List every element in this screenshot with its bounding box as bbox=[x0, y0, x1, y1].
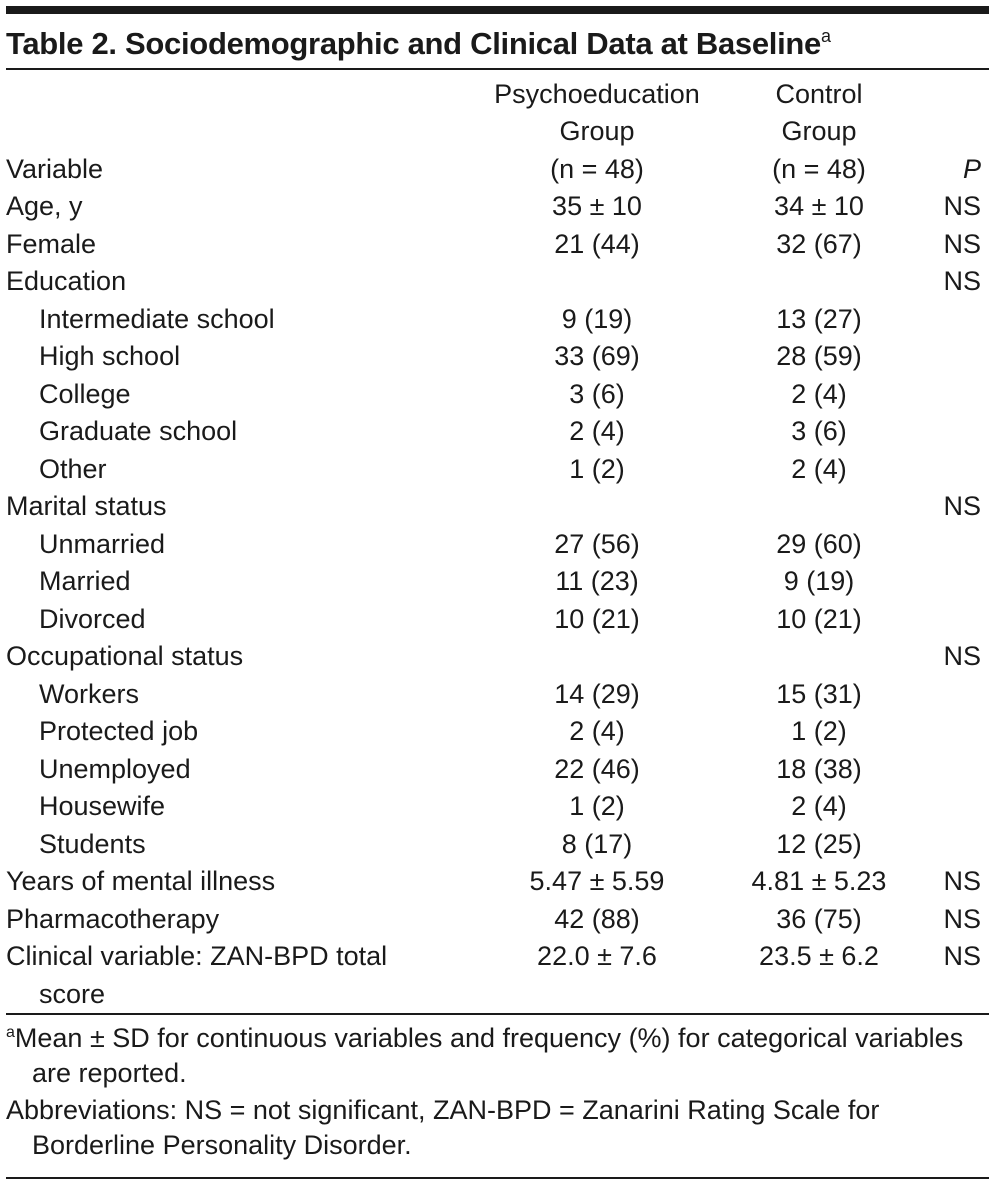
table-bottom-rule bbox=[6, 1013, 989, 1015]
cell-control bbox=[710, 638, 928, 676]
row-label-text: Unemployed bbox=[39, 753, 191, 784]
table-title bbox=[6, 24, 989, 64]
row-label-text: Workers bbox=[39, 678, 140, 709]
row-label-text: Education bbox=[6, 266, 127, 296]
table-row bbox=[6, 788, 989, 826]
cell-psychoeducation bbox=[484, 263, 710, 301]
table-row bbox=[6, 938, 989, 1013]
row-label bbox=[6, 788, 484, 826]
table-row bbox=[6, 376, 989, 414]
cell-p-value: NS bbox=[943, 228, 981, 259]
cell-control: 2 (4) bbox=[791, 791, 847, 821]
row-label-text: Years of mental illness bbox=[6, 866, 276, 896]
table-row bbox=[6, 638, 989, 676]
row-label bbox=[6, 713, 484, 751]
header-variable: Variable bbox=[6, 153, 104, 184]
cell-psychoeducation: 1 (2) bbox=[569, 791, 625, 821]
cell-p-value: NS bbox=[943, 191, 981, 221]
cell-psychoeducation: 3 (6) bbox=[569, 378, 625, 409]
row-label-text: Housewife bbox=[39, 791, 166, 821]
footnote-a-mark: a bbox=[6, 1023, 15, 1041]
table-row bbox=[6, 526, 989, 564]
table-title-text: Table 2. Sociodemographic and Clinical Data at Baseline bbox=[6, 26, 821, 61]
row-label-text: Female bbox=[6, 228, 97, 259]
header-control bbox=[710, 76, 928, 189]
cell-p-value bbox=[928, 713, 989, 751]
cell-control: 28 (59) bbox=[776, 341, 862, 371]
row-label bbox=[6, 638, 484, 676]
row-label-text: Intermediate school bbox=[39, 303, 275, 334]
header-p: P bbox=[962, 153, 981, 184]
cell-psychoeducation: 22.0 ± 7.6 bbox=[537, 941, 657, 971]
row-label bbox=[6, 601, 484, 639]
cell-control: 23.5 ± 6.2 bbox=[759, 941, 879, 971]
cell-control: 2 (4) bbox=[791, 453, 847, 484]
row-label-text: Protected job bbox=[39, 716, 199, 746]
cell-psychoeducation bbox=[484, 638, 710, 676]
title-superscript: a bbox=[821, 26, 831, 46]
table-row bbox=[6, 863, 989, 901]
row-label-text: Clinical variable: ZAN-BPD total bbox=[6, 941, 388, 971]
cell-p-value bbox=[928, 788, 989, 826]
table-row bbox=[6, 751, 989, 789]
table-row bbox=[6, 563, 989, 601]
cell-p-value bbox=[928, 338, 989, 376]
table-row bbox=[6, 413, 989, 451]
cell-control bbox=[710, 488, 928, 526]
row-label bbox=[6, 413, 484, 451]
cell-p-value bbox=[928, 751, 989, 789]
cell-psychoeducation: 1 (2) bbox=[569, 453, 625, 484]
row-label bbox=[6, 901, 484, 939]
row-label bbox=[6, 338, 484, 376]
cell-p-value bbox=[928, 301, 989, 339]
cell-control: 32 (67) bbox=[776, 228, 862, 259]
table-header bbox=[6, 70, 989, 189]
cell-p-value: NS bbox=[943, 641, 981, 671]
row-label bbox=[6, 301, 484, 339]
header-psychoeducation bbox=[484, 76, 710, 189]
cell-psychoeducation: 22 (46) bbox=[554, 753, 640, 784]
cell-psychoeducation: 8 (17) bbox=[561, 828, 633, 859]
row-label bbox=[6, 751, 484, 789]
cell-psychoeducation: 11 (23) bbox=[555, 566, 639, 596]
cell-p-value: NS bbox=[943, 866, 981, 896]
table-row bbox=[6, 601, 989, 639]
row-label-text: Pharmacotherapy bbox=[6, 903, 220, 934]
row-label bbox=[6, 563, 484, 601]
table-row bbox=[6, 713, 989, 751]
cell-p-value: NS bbox=[943, 491, 981, 521]
row-label-text: College bbox=[39, 378, 131, 409]
header-control-line2: Group bbox=[781, 116, 857, 146]
cell-psychoeducation: 33 (69) bbox=[554, 341, 640, 371]
table-row bbox=[6, 338, 989, 376]
table-row bbox=[6, 301, 989, 339]
cell-control: 12 (25) bbox=[776, 828, 862, 859]
cell-psychoeducation: 2 (4) bbox=[569, 716, 625, 746]
table-row bbox=[6, 901, 989, 939]
row-label-text: Divorced bbox=[39, 603, 146, 634]
header-psycho-line1: Psychoeducation bbox=[494, 78, 700, 109]
cell-psychoeducation: 9 (19) bbox=[561, 303, 633, 334]
cell-p-value: NS bbox=[943, 903, 981, 934]
cell-p-value bbox=[928, 826, 989, 864]
header-control-line3: (n = 48) bbox=[772, 153, 866, 184]
cell-psychoeducation: 35 ± 10 bbox=[552, 191, 642, 221]
cell-control: 9 (19) bbox=[783, 566, 855, 596]
row-label-text: Students bbox=[39, 828, 146, 859]
row-label bbox=[6, 863, 484, 901]
footnote-abbreviations: Abbreviations: NS = not significant, ZAN-BPD = Zanarini Rating Scale for Borderline Personality Disorder. bbox=[6, 1094, 880, 1160]
cell-psychoeducation: 27 (56) bbox=[554, 528, 640, 559]
cell-control: 4.81 ± 5.23 bbox=[751, 866, 887, 896]
header-psycho-line2: Group bbox=[559, 116, 635, 146]
table-container bbox=[6, 6, 989, 1179]
cell-control: 34 ± 10 bbox=[774, 191, 864, 221]
cell-control: 15 (31) bbox=[776, 678, 862, 709]
row-label-continuation: score bbox=[39, 978, 106, 1009]
bottom-rule bbox=[6, 1177, 989, 1179]
cell-p-value bbox=[928, 676, 989, 714]
table-row bbox=[6, 676, 989, 714]
row-label-text: Marital status bbox=[6, 491, 167, 521]
table-row bbox=[6, 826, 989, 864]
table-row bbox=[6, 226, 989, 264]
row-label bbox=[6, 526, 484, 564]
cell-control: 1 (2) bbox=[791, 716, 847, 746]
cell-control: 18 (38) bbox=[776, 753, 862, 784]
row-label bbox=[6, 826, 484, 864]
cell-control: 2 (4) bbox=[791, 378, 847, 409]
table-row bbox=[6, 488, 989, 526]
header-psycho-line3: (n = 48) bbox=[550, 153, 644, 184]
footnote-a bbox=[6, 1021, 989, 1091]
row-label-text: Graduate school bbox=[39, 416, 238, 446]
cell-control bbox=[710, 263, 928, 301]
row-label-text: Age, y bbox=[6, 191, 83, 221]
table-row bbox=[6, 188, 989, 226]
footnote-a-text: Mean ± SD for continuous variables and frequency (%) for categorical variables are reported. bbox=[14, 1022, 964, 1088]
cell-p-value bbox=[928, 451, 989, 489]
header-control-line1: Control bbox=[775, 78, 863, 109]
cell-p-value bbox=[928, 413, 989, 451]
row-label bbox=[6, 676, 484, 714]
row-label-text: Married bbox=[39, 566, 131, 596]
cell-control: 3 (6) bbox=[791, 416, 847, 446]
row-label bbox=[6, 188, 484, 226]
cell-p-value bbox=[928, 563, 989, 601]
cell-psychoeducation: 21 (44) bbox=[554, 228, 640, 259]
cell-psychoeducation: 2 (4) bbox=[569, 416, 625, 446]
cell-p-value bbox=[928, 376, 989, 414]
cell-control: 36 (75) bbox=[776, 903, 862, 934]
cell-control: 13 (27) bbox=[776, 303, 862, 334]
cell-control: 10 (21) bbox=[776, 603, 862, 634]
row-label bbox=[6, 263, 484, 301]
cell-psychoeducation: 5.47 ± 5.59 bbox=[529, 866, 665, 896]
row-label bbox=[6, 226, 484, 264]
cell-psychoeducation bbox=[484, 488, 710, 526]
cell-psychoeducation: 10 (21) bbox=[554, 603, 640, 634]
row-label bbox=[6, 451, 484, 489]
row-label-text: High school bbox=[39, 341, 181, 371]
data-table bbox=[6, 70, 989, 1014]
row-label bbox=[6, 938, 484, 1013]
cell-psychoeducation: 42 (88) bbox=[554, 903, 640, 934]
row-label bbox=[6, 488, 484, 526]
cell-p-value: NS bbox=[943, 266, 981, 296]
cell-p-value: NS bbox=[943, 941, 981, 971]
table-body bbox=[6, 188, 989, 1013]
table-row bbox=[6, 451, 989, 489]
row-label bbox=[6, 376, 484, 414]
table-row bbox=[6, 263, 989, 301]
cell-psychoeducation: 14 (29) bbox=[554, 678, 640, 709]
footnotes bbox=[6, 1021, 989, 1163]
row-label-text: Unmarried bbox=[39, 528, 166, 559]
row-label-text: Occupational status bbox=[6, 641, 244, 671]
cell-p-value bbox=[928, 601, 989, 639]
cell-p-value bbox=[928, 526, 989, 564]
row-label-text: Other bbox=[39, 453, 107, 484]
cell-control: 29 (60) bbox=[776, 528, 862, 559]
top-rule bbox=[6, 6, 989, 14]
